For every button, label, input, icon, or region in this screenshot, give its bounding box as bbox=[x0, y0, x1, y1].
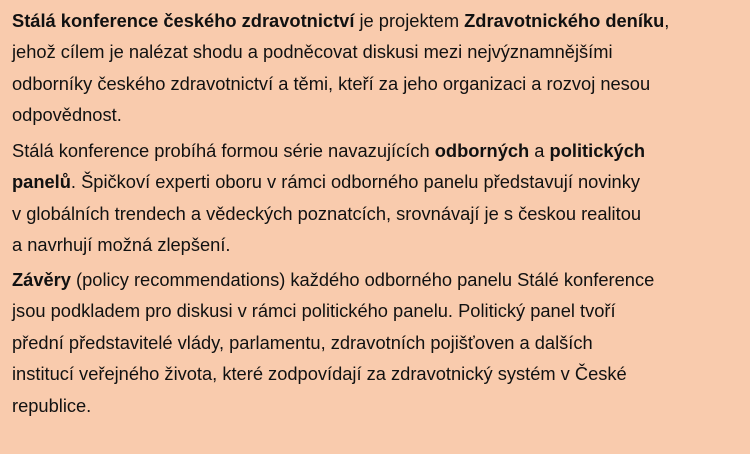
text-run: přední představitelé vlády, parlamentu, zdravotních pojišťoven a dalších bbox=[12, 331, 593, 353]
text-line bbox=[12, 135, 742, 166]
paragraph-conclusions bbox=[12, 264, 742, 421]
paragraph-panels bbox=[12, 135, 742, 261]
text-run: v globálních trendech a vědeckých poznatcích, srovnávají je s českou realitou bbox=[12, 202, 642, 224]
text-line bbox=[12, 327, 742, 358]
text-run: . Špičkoví experti oboru v rámci odborného panelu představují novinky bbox=[70, 171, 640, 193]
text-line bbox=[12, 390, 742, 421]
text-run: odpovědnost. bbox=[12, 104, 122, 126]
text-line bbox=[12, 99, 742, 130]
text-run: jsou podkladem pro diskusi v rámci politického panelu. Politický panel tvoří bbox=[12, 300, 616, 322]
text-run: jehož cílem je nalézat shodu a podněcovat diskusi mezi nejvýznamnějšími bbox=[12, 41, 613, 63]
text-run: odborníky českého zdravotnictví a těmi, kteří za jeho organizaci a rozvoj nesou bbox=[12, 72, 651, 94]
bold-text: panelů bbox=[12, 171, 71, 193]
text-run: , bbox=[664, 10, 670, 31]
text-line bbox=[12, 264, 742, 295]
text-line bbox=[12, 68, 742, 99]
text-run: Stálá konference probíhá formou série navazujících bbox=[12, 140, 435, 161]
text-run: a bbox=[529, 140, 550, 161]
text-line bbox=[12, 166, 742, 197]
bold-text: Závěry bbox=[12, 269, 71, 290]
bold-text: Stálá konference českého zdravotnictví bbox=[12, 10, 355, 31]
text-line bbox=[12, 358, 742, 389]
text-run: (policy recommendations) každého odborného panelu Stálé konference bbox=[70, 269, 655, 290]
text-run: republice. bbox=[12, 394, 92, 416]
text-run: je projektem bbox=[354, 10, 465, 31]
text-run: a navrhují možná zlepšení. bbox=[12, 234, 231, 256]
text-line bbox=[12, 36, 742, 67]
paragraph-intro bbox=[12, 5, 742, 131]
bold-text: odborných bbox=[434, 140, 530, 161]
bold-text: Zdravotnického deníku bbox=[464, 10, 665, 31]
text-line bbox=[12, 295, 742, 326]
text-run: institucí veřejného života, které zodpovídají za zdravotnický systém v České bbox=[12, 363, 627, 385]
bold-text: politických bbox=[549, 140, 646, 161]
text-line bbox=[12, 198, 742, 229]
text-line bbox=[12, 229, 742, 260]
text-line bbox=[12, 5, 742, 36]
